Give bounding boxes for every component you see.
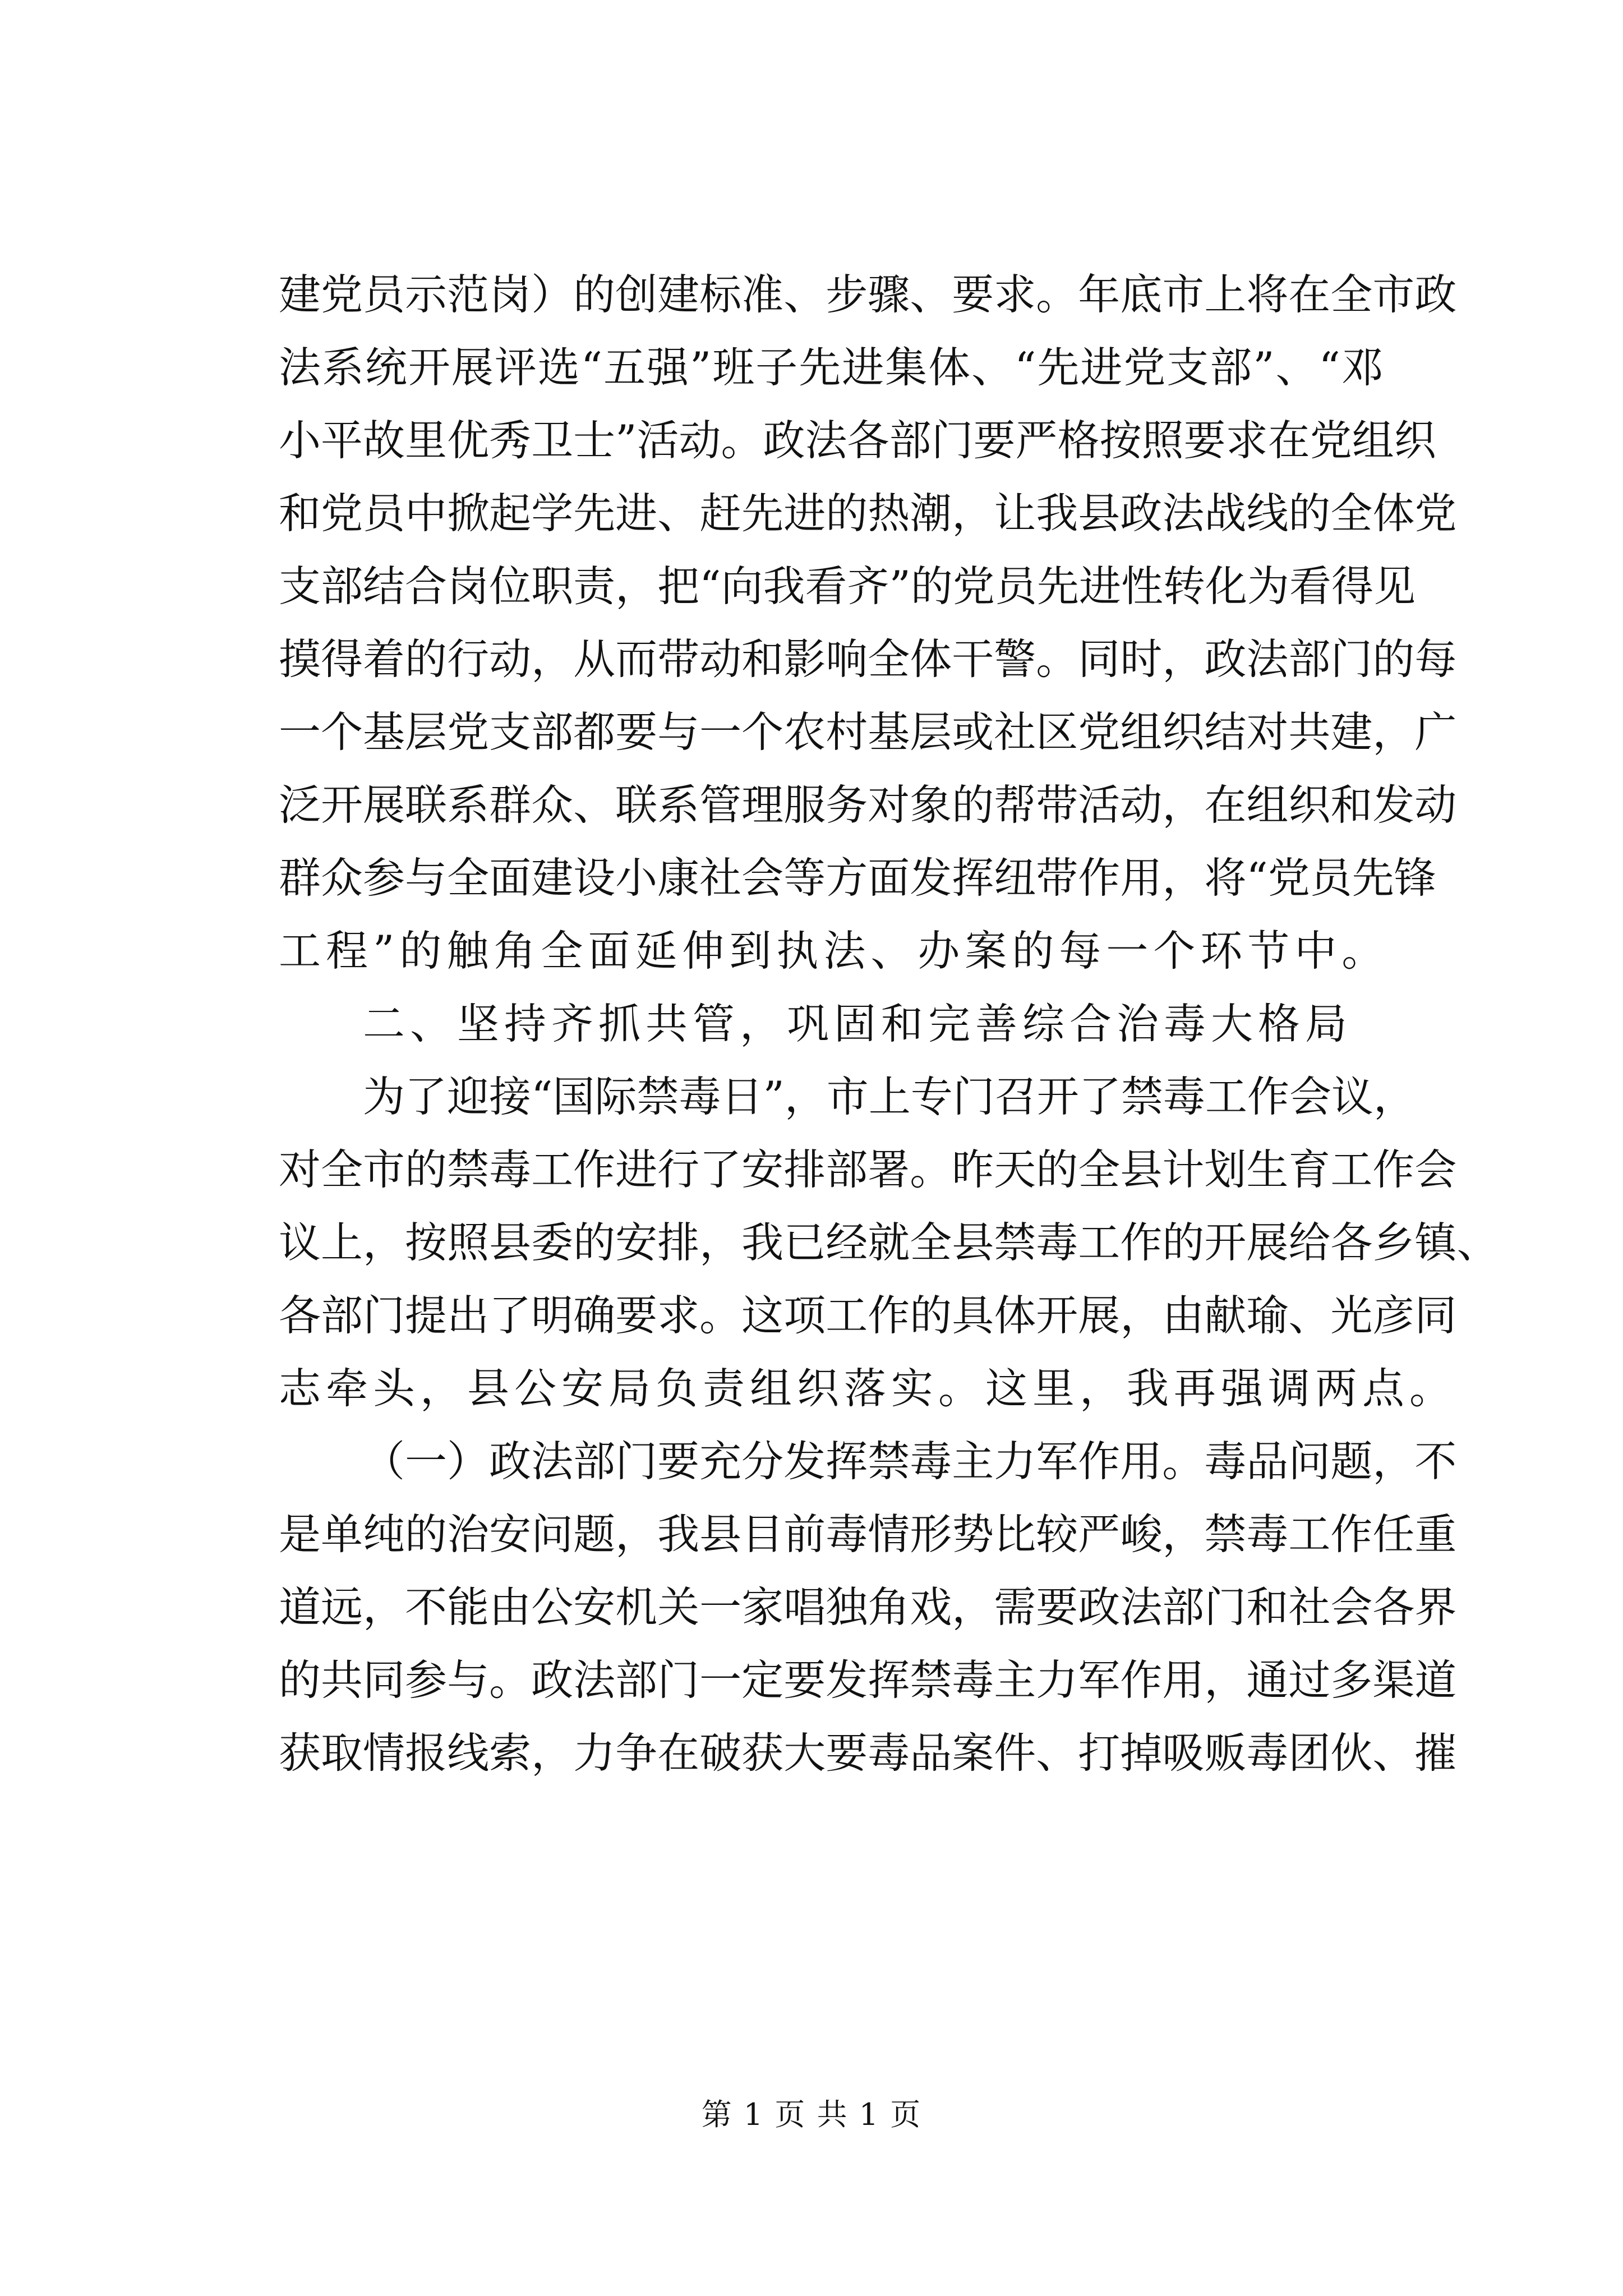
text-line: 泛 开 展 联 系 群 众 、 联 系 管 理 服 务 对 象 的 帮 带 活 动 ， 在 组 织 和 发 动: [279, 780, 1457, 830]
text-line: 对 全 市 的 禁 毒 工 作 进 行 了 安 排 部 署 。 昨 天 的 全 县 计 划 生 育 工 作 会: [279, 1145, 1457, 1194]
text-line: 小 平 故 里 优 秀 卫 士 ” 活 动 。 政 法 各 部 门 要 严 格 按 照 要 求 在 党 组 织: [279, 416, 1436, 465]
document-body: [279, 258, 1499, 1789]
text-line: 建 党 员 示 范 岗 ） 的 创 建 标 准 、 步 骤 、 要 求 。 年 底 市 上 将 在 全 市 政: [279, 270, 1457, 319]
text-line: 支 部 结 合 岗 位 职 责 ， 把 “ 向 我 看 齐 ” 的 党 员 先 进 性 转 化 为 看 得 见: [279, 562, 1416, 611]
text-line: 的 共 同 参 与 。 政 法 部 门 一 定 要 发 挥 禁 毒 主 力 军 作 用 ， 通 过 多 渠 道: [279, 1655, 1457, 1705]
text-line: 是 单 纯 的 治 安 问 题 ， 我 县 目 前 毒 情 形 势 比 较 严 峻 ， 禁 毒 工 作 任 重: [279, 1510, 1457, 1559]
text-line: 和 党 员 中 掀 起 学 先 进 、 赶 先 进 的 热 潮 ， 让 我 县 政 法 战 线 的 全 体 党: [279, 489, 1457, 538]
text-line: 各 部 门 提 出 了 明 确 要 求 。 这 项 工 作 的 具 体 开 展 ， 由 献 瑜 、 光 彦 同: [279, 1291, 1457, 1340]
text-line: 群 众 参 与 全 面 建 设 小 康 社 会 等 方 面 发 挥 纽 带 作 用 ， 将 “ 党 员 先 锋: [279, 853, 1436, 903]
text-line: 志牵头，县公安局负责组织落实。这里，我再强调两点。: [279, 1364, 1457, 1413]
text-line: （ 一 ） 政 法 部 门 要 充 分 发 挥 禁 毒 主 力 军 作 用 。 毒 品 问 题 ， 不: [363, 1437, 1457, 1486]
text-line: 二、坚持齐抓共管，巩固和完善综合治毒大格局: [363, 999, 1353, 1048]
text-line: 道 远 ， 不 能 由 公 安 机 关 一 家 唱 独 角 戏 ， 需 要 政 法 部 门 和 社 会 各 界: [279, 1582, 1457, 1632]
page-footer: 第 1 页 共 1 页: [701, 2097, 922, 2132]
text-line: 获 取 情 报 线 索 ， 力 争 在 破 获 大 要 毒 品 案 件 、 打 掉 吸 贩 毒 团 伙 、 摧: [279, 1728, 1457, 1778]
text-line: 一 个 基 层 党 支 部 都 要 与 一 个 农 村 基 层 或 社 区 党 组 织 结 对 共 建 ， 广: [279, 707, 1457, 757]
text-line: 工程”的触角全面延伸到执法、办案的每一个环节中。: [279, 926, 1389, 976]
text-line: 为 了 迎 接 “ 国 际 禁 毒 日 ” ， 市 上 专 门 召 开 了 禁 毒 工 作 会 议 ，: [363, 1072, 1416, 1121]
text-line: 摸 得 着 的 行 动 ， 从 而 带 动 和 影 响 全 体 干 警 。 同 时 ， 政 法 部 门 的 每: [279, 634, 1457, 684]
text-line: 议 上 ， 按 照 县 委 的 安 排 ， 我 已 经 就 全 县 禁 毒 工 作 的 开 展 给 各 乡 镇 、: [279, 1218, 1499, 1267]
text-line: 法 系 统 开 展 评 选 “ 五 强 ” 班 子 先 进 集 体 、 “ 先 进 党 支 部 ” 、 “ 邓: [279, 343, 1384, 392]
